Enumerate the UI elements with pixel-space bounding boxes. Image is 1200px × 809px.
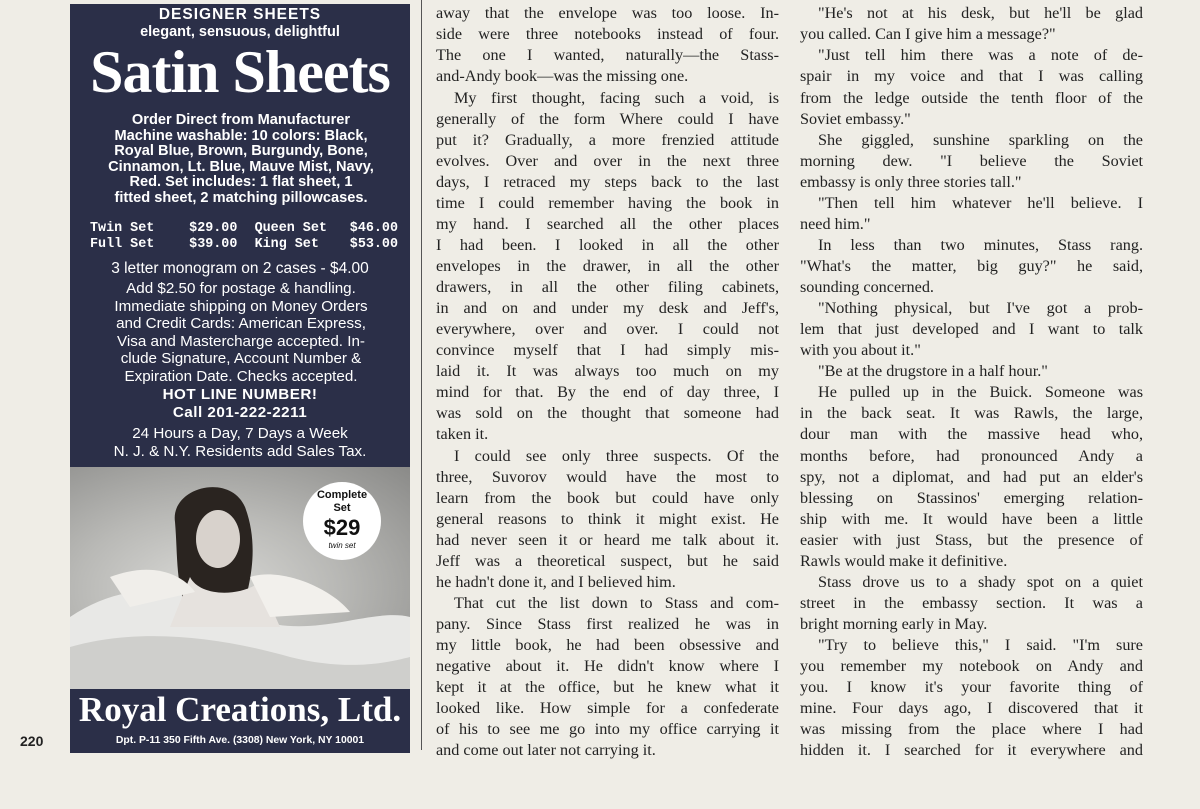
article-text-line: "Try to believe this," I said. "I'm sure xyxy=(818,636,1143,654)
article-text-line: my hand. I searched all the other places xyxy=(436,215,779,233)
article-text-line: negative about it. He didn't know where I xyxy=(436,657,779,675)
article-text-line: mine. Four days ago, I discovered that it xyxy=(800,699,1143,717)
article-text-line: time I could remember having the book in xyxy=(436,194,779,212)
ad-body-line: Red. Set includes: 1 flat sheet, 1 xyxy=(129,174,353,191)
price-row xyxy=(90,221,398,237)
article-text-line: my little book, he had been obsessive and xyxy=(436,636,779,654)
shipping-info xyxy=(84,280,398,386)
article-text-line: Jeff was a theoretical suspect, but he said xyxy=(436,552,779,570)
price-value: $39.00 xyxy=(189,237,238,252)
article-text-line: convince myself that I had simply mis- xyxy=(436,341,779,359)
price-row xyxy=(90,237,398,253)
shipping-line: and Credit Cards: American Express, xyxy=(116,315,366,333)
shipping-line: Add $2.50 for postage & handling. xyxy=(126,280,356,297)
article-text-line: dour man with the massive head who, xyxy=(800,425,1143,443)
tax-note: N. J. & N.Y. Residents add Sales Tax. xyxy=(113,443,367,460)
article-text-line: everywhere, over and over. I could not xyxy=(436,320,779,338)
company-address: Dpt. P-11 350 Fifth Ave. (3308) New York, NY 10001 xyxy=(115,735,365,746)
badge-footnote: twin set xyxy=(328,541,356,550)
article-text-line: three, Suvorov would have the most to xyxy=(436,468,779,486)
article-text-line: taken it. xyxy=(436,425,489,443)
page-number: 220 xyxy=(20,733,44,749)
article-text-line: "He's not at his desk, but he'll be glad xyxy=(818,4,1143,22)
article-text-line: "What's the matter, big guy?" he said, xyxy=(800,257,1143,275)
article-text-line: Rawls would make it definitive. xyxy=(800,552,1008,570)
article-text-line: side were three notebooks instead of four. xyxy=(436,25,779,43)
article-text-line: My first thought, facing such a void, is xyxy=(454,89,779,107)
price-label: King Set xyxy=(254,237,319,252)
article-text-line: I had been. I looked in all the other xyxy=(436,236,779,254)
badge-price: $29 xyxy=(323,515,361,540)
article-text-line: That cut the list down to Stass and com- xyxy=(454,594,779,612)
column-divider xyxy=(421,0,422,750)
article-text-line: had never seen it or heard me talk about it. xyxy=(436,531,779,549)
article-text-line: spy, not a diplomat, and had put an elder's xyxy=(800,468,1143,486)
hours-info xyxy=(70,425,410,461)
article-text-line: morning dew. "I believe the Soviet xyxy=(800,152,1143,170)
article-text-line: pany. Since Stass first realized he was in xyxy=(436,615,779,633)
article-text-line: easier with just Stass, but the presence of xyxy=(800,531,1143,549)
article-text-line: put it? Gradually, a more frenzied attitude xyxy=(436,131,779,149)
price-label: Twin Set xyxy=(90,221,155,236)
article-text-line: I could see only three suspects. Of the xyxy=(454,447,779,465)
article-text-line: in the back seat. It was Rawls, the large, xyxy=(800,404,1143,422)
article-text-line: mind for that. By the end of day three, I xyxy=(436,383,779,401)
article-text-line: street in the embassy section. It was a xyxy=(800,594,1143,612)
article-text-line: embassy is only three stories tall." xyxy=(800,173,1022,191)
article-text-line: "Be at the drugstore in a half hour." xyxy=(818,362,1048,380)
article-text-line: bright morning early in May. xyxy=(800,615,988,633)
badge-line: Complete xyxy=(316,489,368,501)
article-text-line: looked like. How simple for a confederate xyxy=(436,699,779,717)
article-text-line: general reasons to think it might exist. He xyxy=(436,510,779,528)
ad-body-line: Cinnamon, Lt. Blue, Mauve Mist, Navy, xyxy=(108,158,374,175)
article-text-line: you. I know it's your favorite thing of xyxy=(800,678,1143,696)
article-text-line: days, I retraced my steps back to the last xyxy=(436,173,779,191)
shipping-line: clude Signature, Account Number & xyxy=(120,350,362,368)
article-text-line: learn from the book but could have only xyxy=(436,489,779,507)
article-text-line: was sold on the thought that someone had xyxy=(436,404,779,422)
article-text-line: "Just tell him there was a note of de- xyxy=(818,46,1143,64)
article-text-line: months before, had pronounced Andy a xyxy=(800,447,1143,465)
ad-heading: DESIGNER SHEETS xyxy=(158,6,322,23)
price-badge xyxy=(303,482,381,560)
price-value: $53.00 xyxy=(349,237,398,252)
article-text-line: and-Andy book—was the missing one. xyxy=(436,67,689,85)
article-text-line: with you about it." xyxy=(800,341,921,359)
hotline-phone: Call 201-222-2211 xyxy=(172,404,308,421)
article-text-line: he hadn't done it, and I believed him. xyxy=(436,573,676,591)
article-text-line: ship with me. It would have been a little xyxy=(800,510,1143,528)
article-text-line: Stass drove us to a shady spot on a quiet xyxy=(818,573,1143,591)
article-text-line: from the ledge outside the tenth floor of the xyxy=(800,89,1143,107)
article-text-line: and come out later not carrying it. xyxy=(436,741,656,759)
article-text-line: She giggled, sunshine sparkling on the xyxy=(818,131,1143,149)
article-text-line: lem that just developed and I want to talk xyxy=(800,320,1143,338)
article-text-line: In less than two minutes, Stass rang. xyxy=(818,236,1143,254)
ad-title: Satin Sheets xyxy=(90,39,390,105)
shipping-line: Immediate shipping on Money Orders xyxy=(114,297,368,315)
article-text-line: Soviet embassy." xyxy=(800,110,911,128)
article-text-line: was missing from the place where I had xyxy=(800,720,1143,738)
article-text-line: hidden it. I searched for it everywhere and xyxy=(800,741,1143,759)
article-text-line: He pulled up in the Buick. Someone was xyxy=(818,383,1143,401)
article-text-line: blessing on Stassinos' emerging relation- xyxy=(800,489,1143,507)
shipping-line: Visa and Mastercharge accepted. In- xyxy=(117,332,365,350)
article-text-line: "Nothing physical, but I've got a prob- xyxy=(818,299,1143,317)
hours-line: 24 Hours a Day, 7 Days a Week xyxy=(132,425,348,442)
price-list xyxy=(90,221,398,253)
price-value: $29.00 xyxy=(189,221,238,236)
article-text-line: of his to see me go into my office carrying it xyxy=(436,720,779,738)
ad-body xyxy=(84,113,398,207)
ad-body-line: Machine washable: 10 colors: Black, xyxy=(114,127,368,144)
satin-sheets-advertisement xyxy=(70,4,410,753)
article-text-line: evolves. Over and over in the next three xyxy=(436,152,779,170)
article-text-line: kept it at the office, but he knew what it xyxy=(436,678,779,696)
article-text-line: you called. Can I give him a message?" xyxy=(800,25,1056,43)
article-text-line: in and on and under my desk and Jeff's, xyxy=(436,299,779,317)
article-text-line: spair in my voice and that I was calling xyxy=(800,67,1143,85)
price-label: Full Set xyxy=(90,237,155,252)
article-text-line: generally of the form Where could I have xyxy=(436,110,779,128)
price-value: $46.00 xyxy=(349,221,398,236)
ad-tagline: elegant, sensuous, delightful xyxy=(140,24,340,40)
article-text-line: drawers, in all the other filing cabinets, xyxy=(436,278,779,296)
badge-line: Set xyxy=(333,502,351,514)
article-text-line: you remember my notebook on Andy and xyxy=(800,657,1143,675)
article-text-line: need him." xyxy=(800,215,871,233)
hotline-title: HOT LINE NUMBER! xyxy=(162,386,318,403)
company-logo: Royal Creations, Ltd. xyxy=(78,690,402,729)
article-text-line: "Then tell him whatever he'll believe. I xyxy=(818,194,1143,212)
ad-body-line: fitted sheet, 2 matching pillowcases. xyxy=(114,189,368,206)
article-text-line: sounding concerned. xyxy=(800,278,934,296)
article-text-line: away that the envelope was too loose. In- xyxy=(436,4,779,22)
shipping-line: Expiration Date. Checks accepted. xyxy=(124,367,358,385)
article-text-line: The one I wanted, naturally—the Stass- xyxy=(436,46,779,64)
article-text-line: laid it. It was always too much on my xyxy=(436,362,779,380)
ad-body-line: Order Direct from Manufacturer xyxy=(131,112,351,128)
ad-body-line: Royal Blue, Brown, Burgundy, Bone, xyxy=(114,143,368,160)
hotline xyxy=(70,386,410,422)
price-label: Queen Set xyxy=(254,221,327,236)
monogram-offer: 3 letter monogram on 2 cases - $4.00 xyxy=(111,260,369,277)
article-text-line: envelopes in the drawer, in all the other xyxy=(436,257,779,275)
